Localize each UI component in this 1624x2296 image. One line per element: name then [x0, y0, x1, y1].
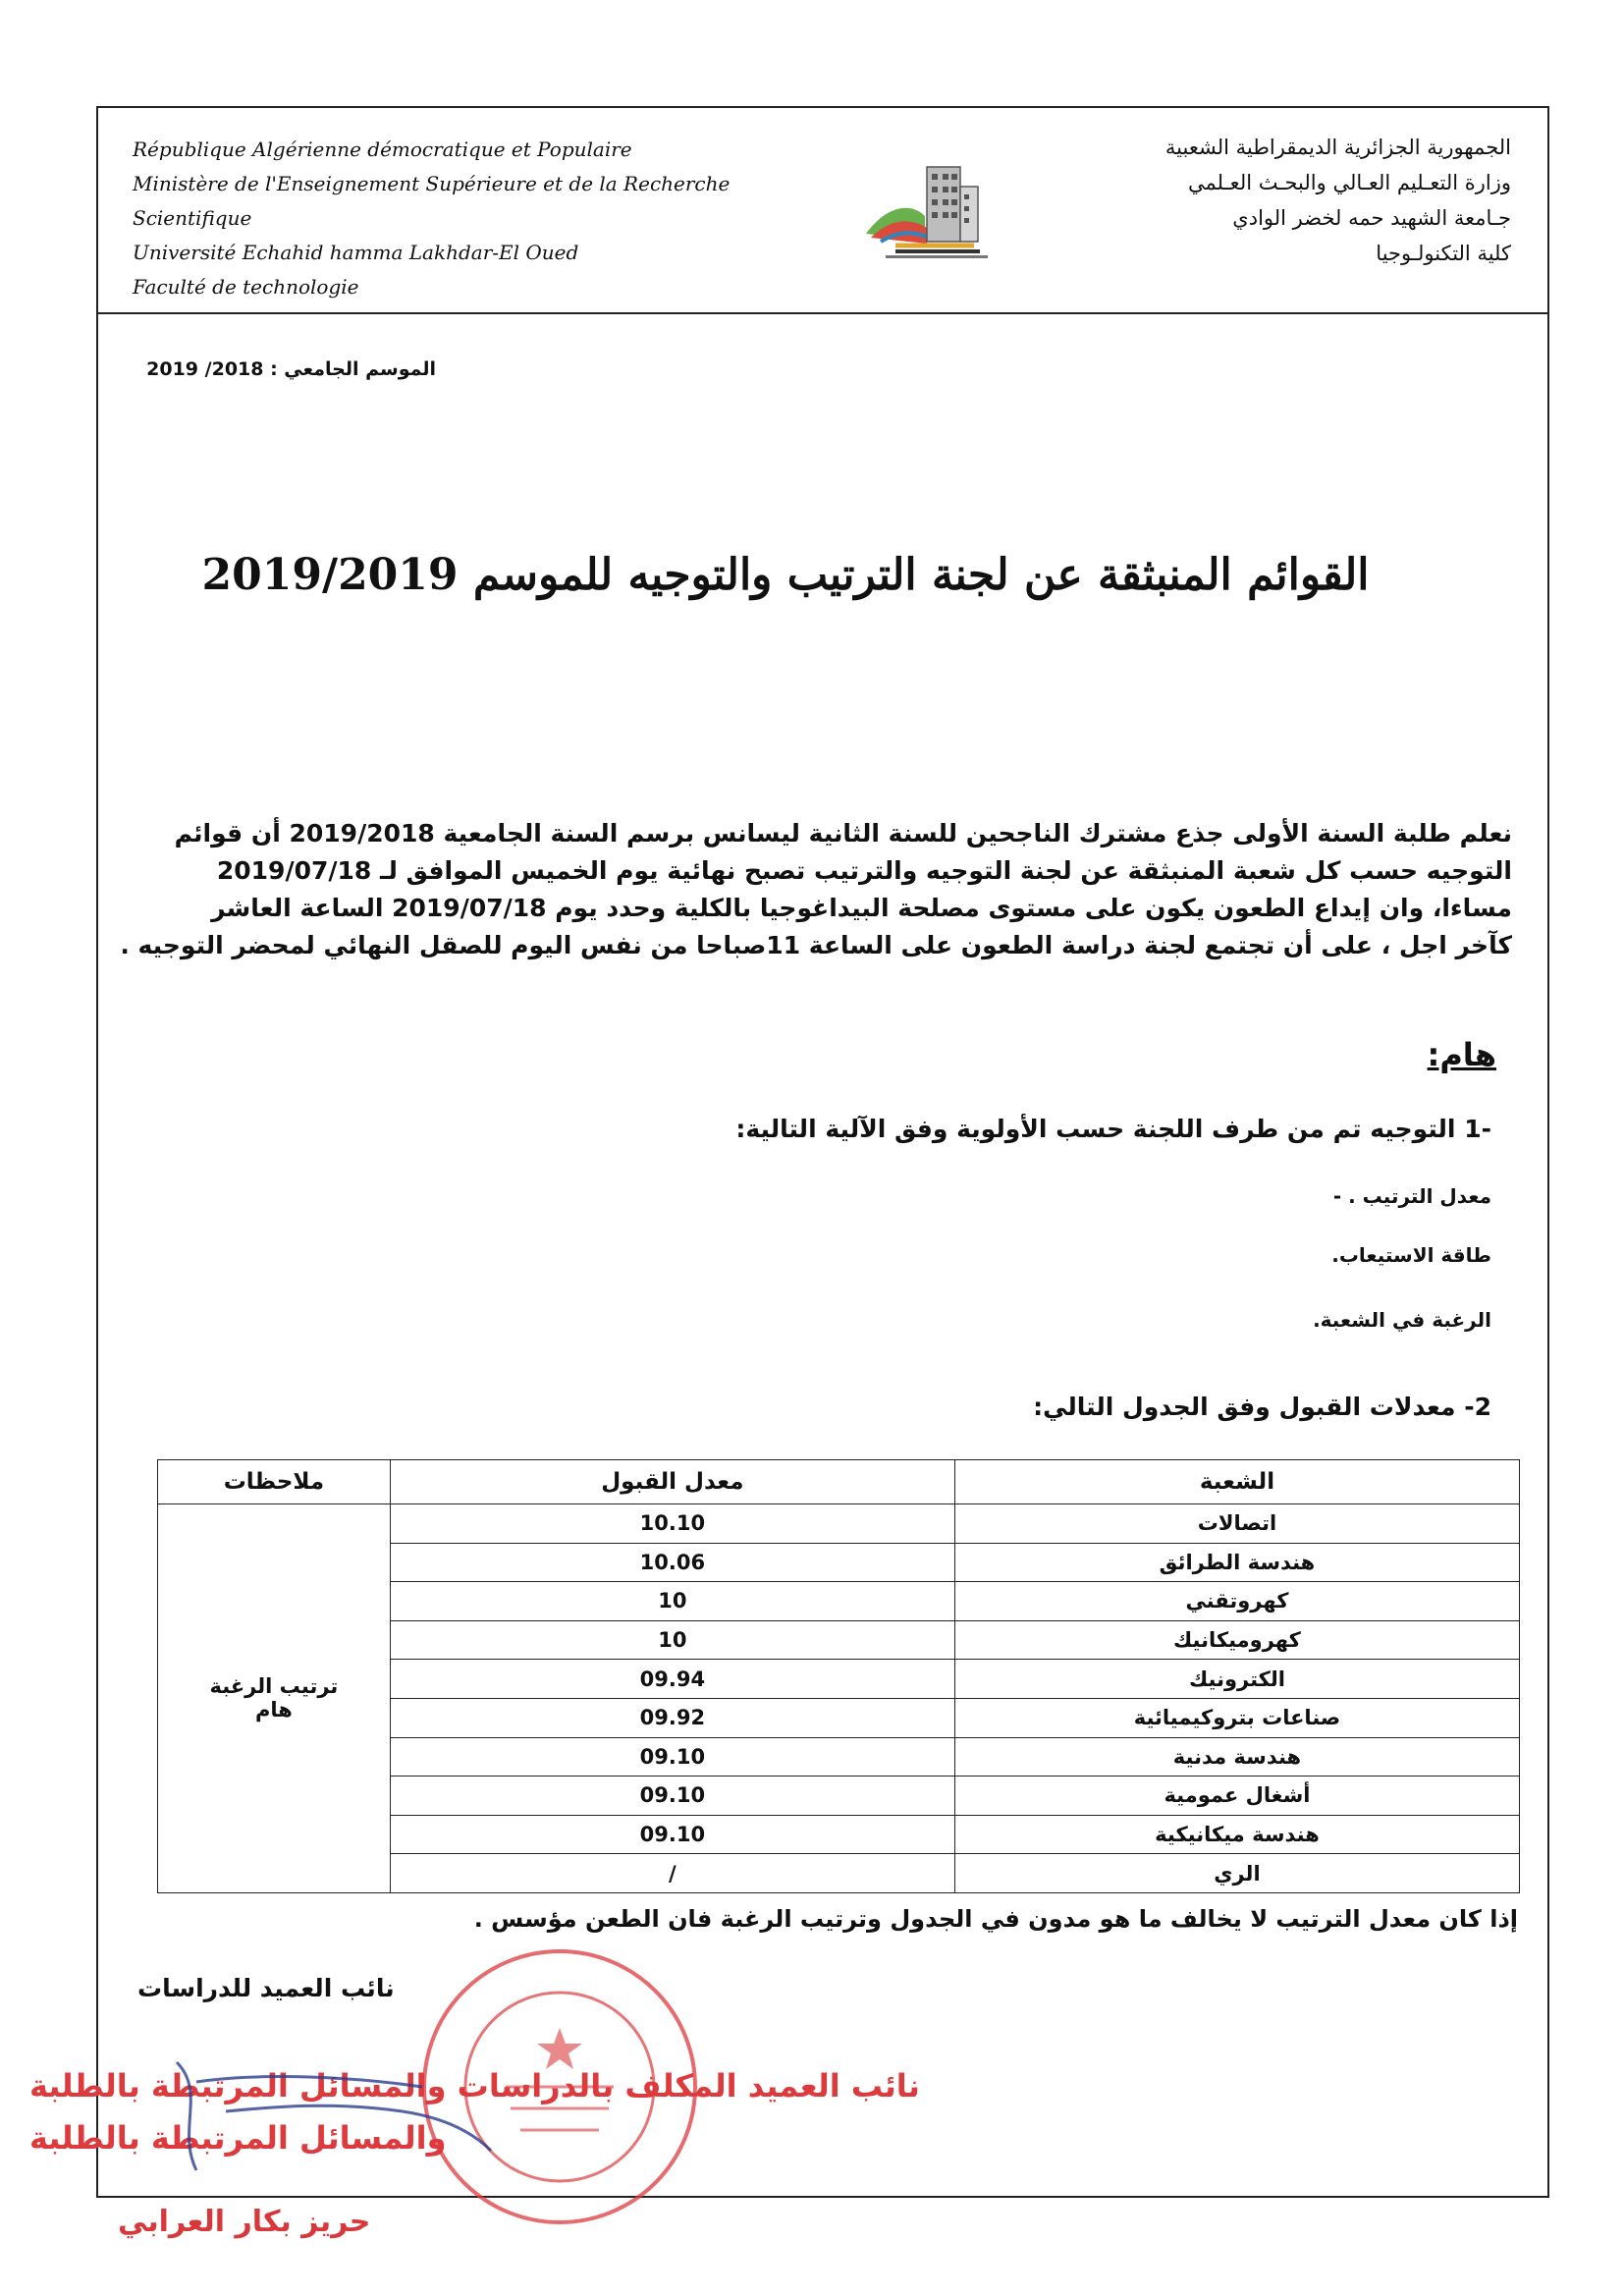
- criterion-item: طاقة الاستيعاب.: [1331, 1243, 1491, 1267]
- rate-cell: 09.10: [390, 1777, 954, 1816]
- ar-line: وزارة التعـليم العـالي والبحـث العـلمي: [1187, 171, 1511, 194]
- header-arabic: [1001, 130, 1511, 271]
- academic-season: الموسم الجامعي : 2018/ 2019: [146, 358, 436, 380]
- fr-line: Faculté de technologie: [133, 275, 359, 299]
- ar-line: الجمهورية الجزائرية الديمقراطية الشعبية: [1164, 136, 1511, 159]
- university-logo-icon: [856, 147, 994, 263]
- rate-cell: 09.10: [390, 1737, 954, 1777]
- column-header: ملاحظات: [158, 1460, 391, 1504]
- table-row: [158, 1504, 1520, 1544]
- criterion-item: معدل الترتيب . -: [1332, 1184, 1491, 1208]
- note-line: هام: [254, 1698, 293, 1722]
- rate-cell: 10: [390, 1582, 954, 1621]
- header-divider: [96, 312, 1549, 314]
- signature-name: حريز بكار العرابي: [118, 2205, 371, 2239]
- signatory-title: نائب العميد للدراسات: [137, 1974, 395, 2002]
- rate-cell: 09.10: [390, 1815, 954, 1854]
- criterion-item: الرغبة في الشعبة.: [1313, 1308, 1491, 1332]
- fr-line: Ministère de l'Enseignement Supérieure et de la Recherche Scientifique: [133, 172, 731, 230]
- ar-line: جـامعة الشهيد حمه لخضر الوادي: [1232, 206, 1511, 230]
- paragraph-line: مساءا، وان إيداع الطعون يكون على مستوى مصلحة البيداغوجيا بالكلية وحدد يوم 2019/07/18 الساعة العاشر: [211, 894, 1512, 922]
- branch-cell: اتصالات: [954, 1504, 1519, 1544]
- branch-cell: أشغال عمومية: [954, 1777, 1519, 1816]
- paragraph-line: التوجيه حسب كل شعبة المنبثقة عن لجنة التوجيه والترتيب تصبح نهائية يوم الخميس الموافق لـ 2019/07/18: [216, 856, 1512, 885]
- important-heading: هام:: [1427, 1036, 1496, 1073]
- fr-line: Université Echahid hamma Lakhdar-El Oued: [133, 241, 579, 264]
- branch-cell: كهروتقني: [954, 1582, 1519, 1621]
- notes-cell: [158, 1504, 391, 1893]
- point-one: -1 التوجيه تم من طرف اللجنة حسب الأولوية وفق الآلية التالية:: [735, 1115, 1491, 1143]
- paragraph-line: نعلم طلبة السنة الأولى جذع مشترك الناجحين للسنة الثانية ليسانس برسم السنة الجامعية 2019/2018 أن قوائم: [174, 819, 1512, 847]
- branch-cell: الري: [954, 1854, 1519, 1893]
- column-header: معدل القبول: [390, 1460, 954, 1504]
- rate-cell: 09.92: [390, 1698, 954, 1737]
- header-french: [133, 133, 839, 304]
- rate-cell: /: [390, 1854, 954, 1893]
- appeal-condition: إذا كان معدل الترتيب لا يخالف ما هو مدون في الجدول وترتيب الرغبة فان الطعن مؤسس .: [473, 1905, 1518, 1933]
- ar-line: كلية التكنولـوجيا: [1376, 242, 1511, 265]
- rate-cell: 10.10: [390, 1504, 954, 1544]
- branch-cell: هندسة مدنية: [954, 1737, 1519, 1777]
- stamp-line: نائب العميد المكلف بالدراسات والمسائل المرتبطة بالطلبة: [29, 2067, 920, 2105]
- announcement-paragraph: [98, 815, 1512, 964]
- page-title: القوائم المنبثقة عن لجنة الترتيب والتوجيه للموسم 2019/2019: [201, 550, 1370, 600]
- branch-cell: الكترونيك: [954, 1660, 1519, 1699]
- branch-cell: هندسة ميكانيكية: [954, 1815, 1519, 1854]
- rate-cell: 10.06: [390, 1543, 954, 1582]
- admission-table: [157, 1459, 1520, 1893]
- paragraph-line: كآخر اجل ، على أن تجتمع لجنة دراسة الطعون على الساعة 11صباحا من نفس اليوم للصقل النهائي لمحضر التوجيه .: [120, 931, 1512, 959]
- point-two: 2- معدلات القبول وفق الجدول التالي:: [1033, 1393, 1491, 1421]
- rate-cell: 10: [390, 1620, 954, 1660]
- branch-cell: صناعات بتروكيميائية: [954, 1698, 1519, 1737]
- branch-cell: هندسة الطرائق: [954, 1543, 1519, 1582]
- branch-cell: كهروميكانيك: [954, 1620, 1519, 1660]
- handwritten-signature-icon: [29, 2052, 717, 2200]
- stamp-line: والمسائل المرتبطة بالطلبة: [29, 2119, 447, 2157]
- rate-cell: 09.94: [390, 1660, 954, 1699]
- fr-line: République Algérienne démocratique et Populaire: [133, 137, 632, 161]
- note-line: ترتيب الرغبة: [209, 1674, 339, 1699]
- table-header-row: [158, 1460, 1520, 1504]
- column-header: الشعبة: [954, 1460, 1519, 1504]
